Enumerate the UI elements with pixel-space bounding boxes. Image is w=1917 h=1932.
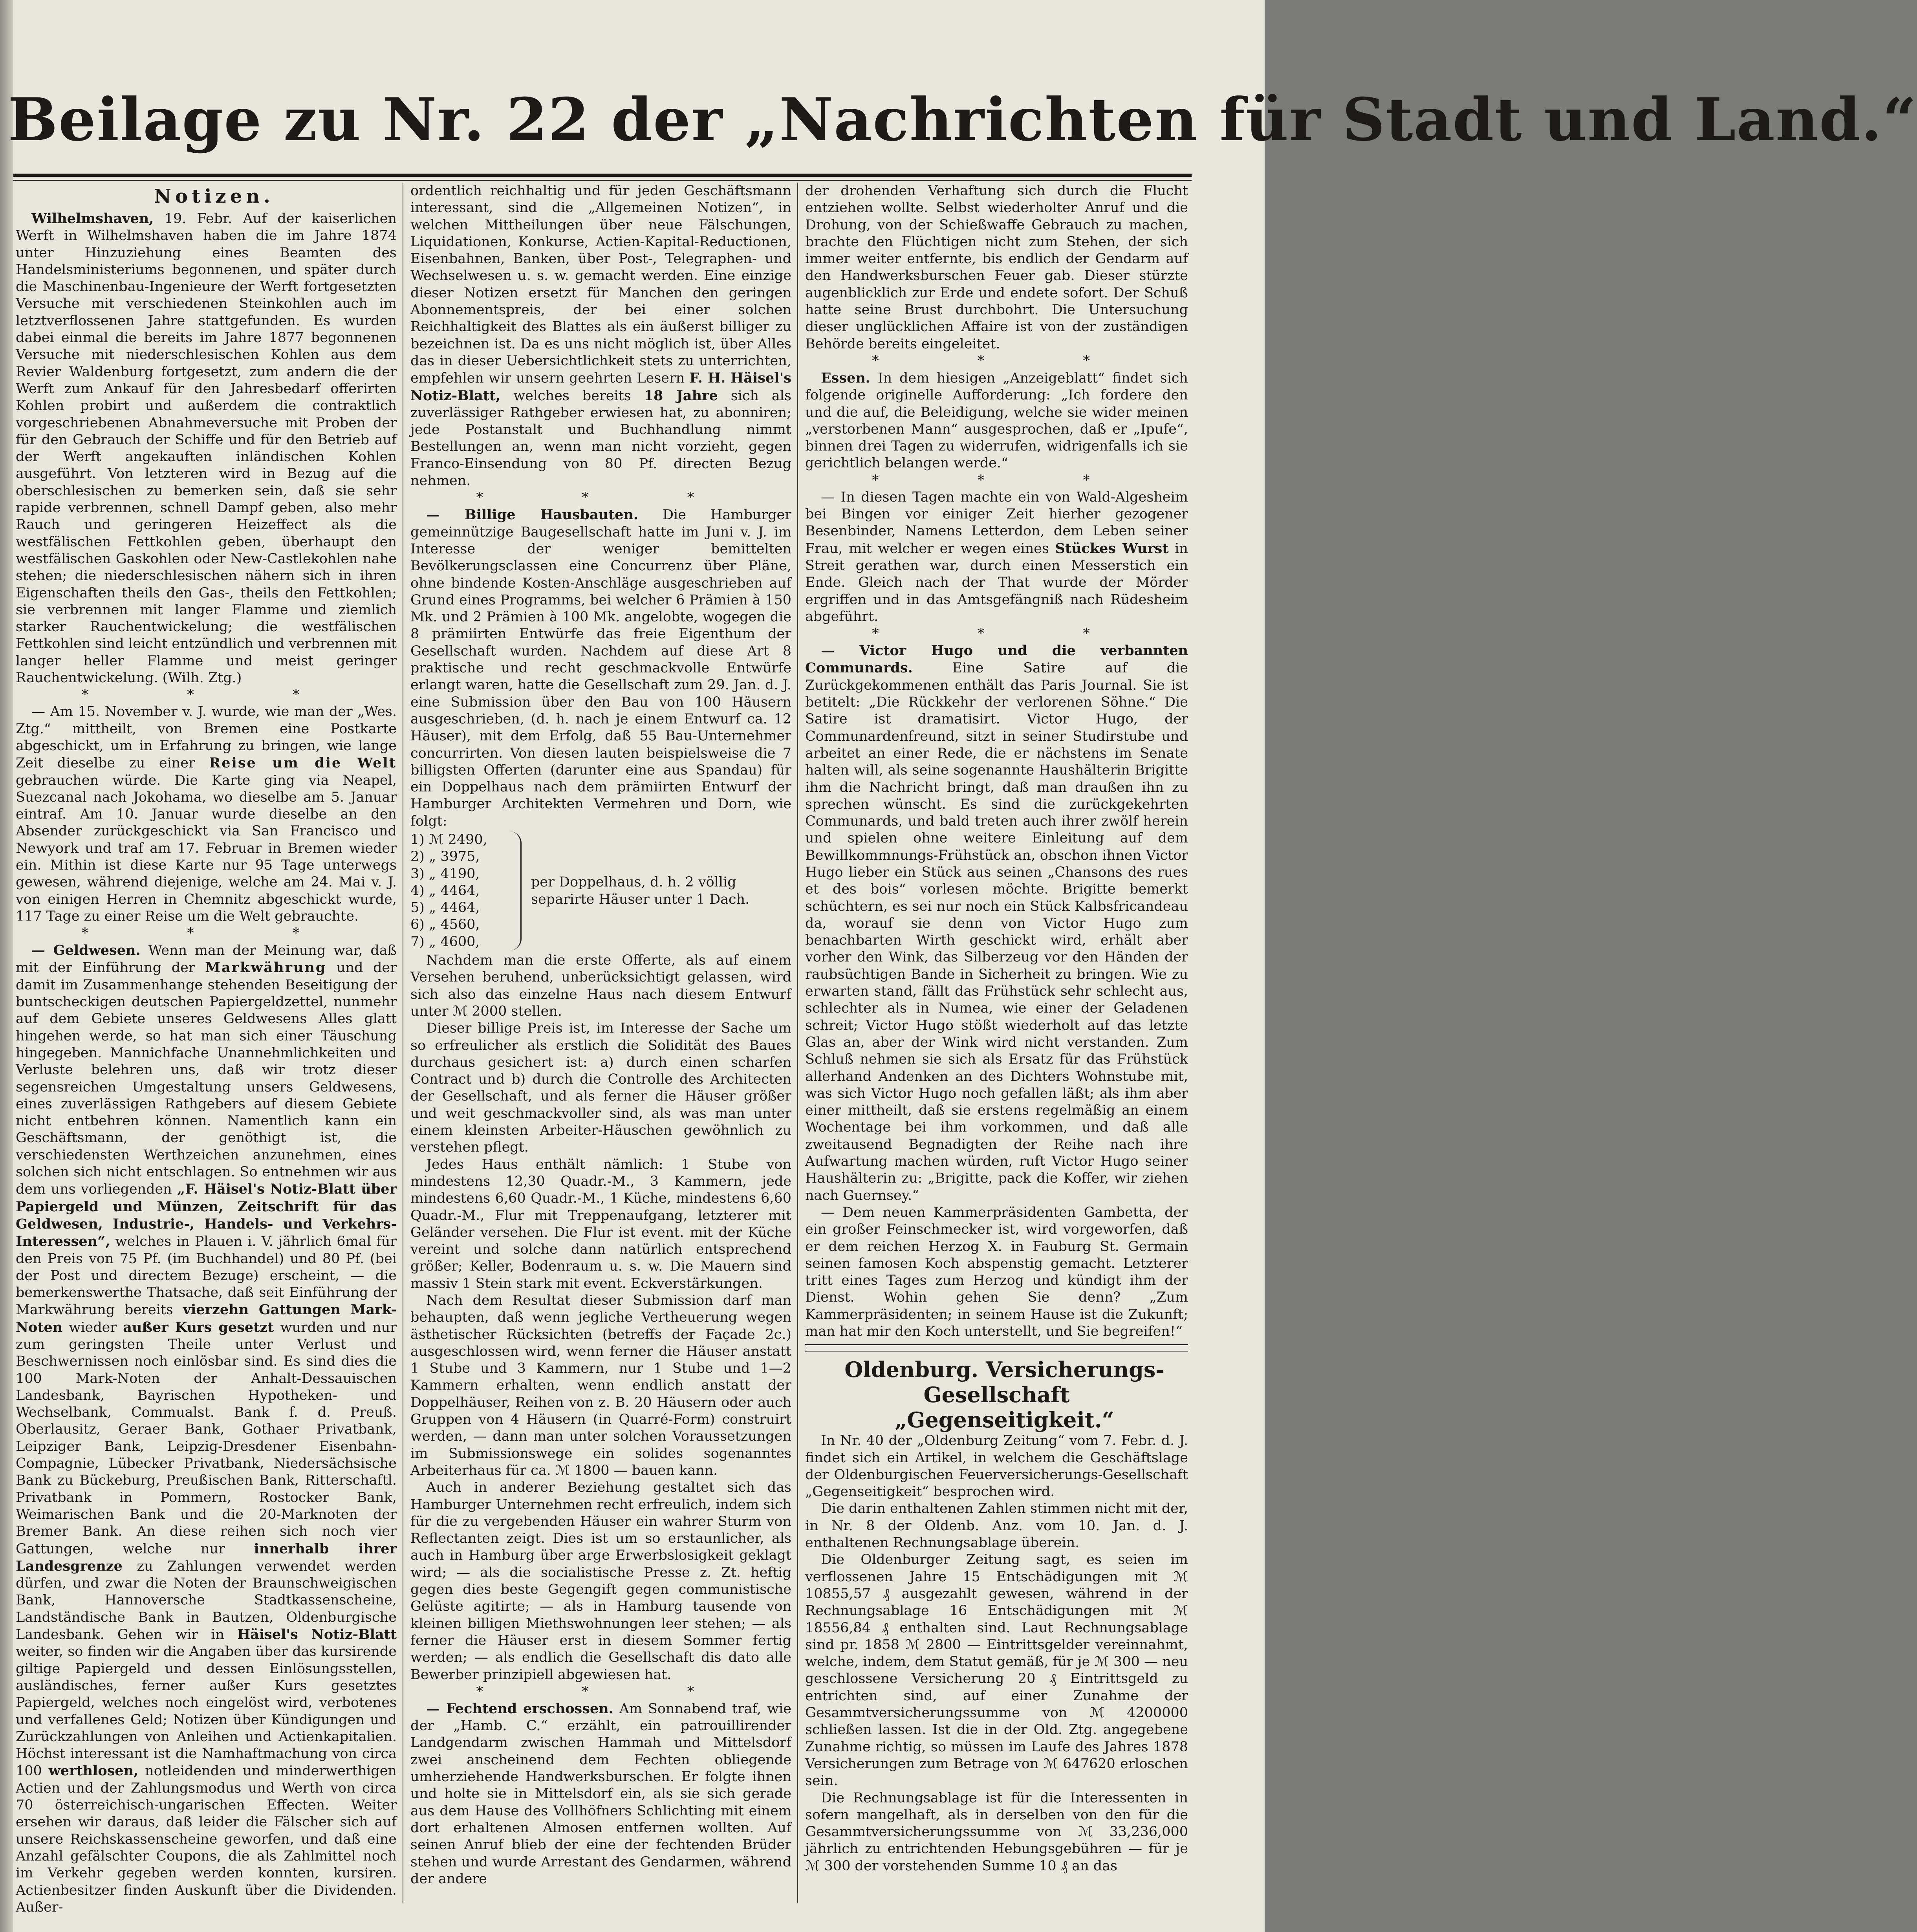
article-paragraph: Die Rechnungsablage ist für die Interessenten in sofern mangelhaft, als in derselben von den für die Gesammtversicherungssumme von ℳ 33,236,000 jährlich zu entrichtenden Hebungsgebühren — für je ℳ 300 der vorstehenden Summe 10 ₰ an das — [805, 1790, 1188, 1874]
bid-values — [410, 831, 505, 950]
bid-item: 7) „ 4600, — [410, 934, 480, 950]
article-text: wieder — [69, 1319, 117, 1335]
masthead-rule — [13, 174, 1192, 177]
bid-list — [410, 831, 791, 950]
bid-item: 1) ℳ 2490, — [410, 831, 487, 848]
article-text: in Streit gerathen war, durch einen Messerstich ein Ende. Gleich nach der That wurde der Mörder ergriffen und in das Amtsgefängniß nach Rüdesheim abgeführt. — [805, 540, 1188, 624]
article-text: Die Hamburger gemeinnützige Baugesellschaft hatte im Juni v. J. im Interesse der weniger bemittelten Bevölkerungsclassen eine Concurrenz über Pläne, ohne bindende Kosten-Anschläge ausgeschrieben auf Grund eines Programms, bei welcher 6 Prämien à 150 Mk. und 2 Prämien à 100 Mk. angelobte, wogegen die 8 prämiirten Entwürfe das freie Eigenthum der Gesellschaft wurden. Nachdem auf diese Art 8 praktische und recht geschmackvolle Entwürfe erlangt waren, hatte die Gesellschaft zum 29. Jan. d. J. eine Submission über den Bau von 100 Häusern ausgeschrieben, (d. h. nach je einem Entwurf ca. 12 Häuser), mit dem Erfolg, daß 55 Bau-Unternehmer concurrirten. Von diesen lauten beispielsweise die 7 billigsten Offerten (darunter eine aus Spandau) für ein Doppelhaus nach dem prämiirten Entwurf der Hamburger Architekten Vermehren und Dorn, wie folgt: — [410, 507, 791, 829]
article-emphasis: Stückes Wurst — [1055, 540, 1169, 557]
bid-item: 6) „ 4560, — [410, 917, 480, 933]
article-text: weiter, so finden wir die Angaben über das kursirende giltige Papiergeld und dessen Einlösungsstellen, ausländisches, ferner außer Kurs gesetztes Papiergeld, welches noch eingelöst wird, verbotenes und verfallenes Geld; Notizen über Kündigungen und Zurückzahlungen von Anleihen und Actienkapitalien. Höchst interessant ist die Namhaftmachung von circa 100 — [16, 1644, 397, 1779]
article-text: welches bereits — [513, 388, 631, 404]
section-rule — [805, 1344, 1188, 1345]
column-divider — [797, 183, 798, 1903]
bid-note: per Doppelhaus, d. h. 2 völlig separirte Häuser unter 1 Dach. — [531, 874, 750, 907]
oldenburg-subheading: „Gegenseitigkeit.“ — [895, 1407, 1114, 1433]
article-lead: — Victor Hugo und die verbannten Communards. — [805, 643, 1188, 676]
article-text: zu Zahlungen verwendet werden dürfen, und zwar die Noten der Braunschweigischen Bank, Hannoversche Stadtkassenscheine, Landständische Bank in Bautzen, Oldenburgische Landesbank. Gehen wir in — [16, 1558, 397, 1643]
page-spine — [0, 0, 13, 1932]
article-emphasis: Reise um die Welt — [209, 755, 397, 771]
article-wilhelmshaven — [16, 210, 397, 687]
notizen-heading: Notizen. — [154, 185, 274, 207]
separator-stars: * * * — [476, 1683, 742, 1699]
article-emphasis: 18 Jahre — [644, 387, 718, 404]
article-text: und der damit im Zusammenhange stehenden Beseitigung der buntscheckigen deutschen Papiergeldzettel, nunmehr auf dem Gebiete unseres Geldwesens Alles glatt hingehen werde, so hat man sich einer Täuschung hingegeben. Mannichfache Unannehmlichkeiten und Verluste belehren uns, daß wir trotz dieser segensreichen Umgestaltung unsers Geldwesens, eines zuverlässigen Rathgebers auf diesem Gebiete nicht entbehren können. Namentlich kann ein Geschäftsmann, der genöthigt ist, die verschiedensten Werthzeichen anzunehmen, eines solchen sich nicht entschlagen. So entnehmen wir aus dem uns vorliegenden — [16, 960, 397, 1198]
article-text: Am Sonnabend traf, wie der „Hamb. C.“ erzählt, ein patrouillirender Landgendarm zwischen Hammah und Mittelsdorf zwei anscheinend dem Fechten obliegende umherziehende Handwerksburschen. Er folgte ihnen und holte sie in Mittelsdorf ein, als sie sich gerade aus dem Hause des Vollhöfners Schlichting mit einem dort erhaltenen Almosen entfernen wollten. Auf seinen Anruf blieb der eine der fechtenden Brüder stehen und wurde Arrestant des Gendarmen, während der andere — [410, 1701, 791, 1887]
article-paragraph: Nach dem Resultat dieser Submission darf man behaupten, daß wenn jegliche Vertheuerung wegen ästhetischer Rücksichten (betreffs der Façade 2c.) ausgeschlossen wird, wenn ferner die Häuser anstatt 1 Stube und 3 Kammern, nur 1 Stube und 1—2 Kammern erhalten, wenn endlich anstatt der Doppelhäuser, Reihen von z. B. 20 Häusern oder auch Gruppen von 4 Häusern (in Quarré-Form) construirt werden, — dann man unter solchen Voraussetzungen im Submissionswege ein solides sogenanntes Arbeiterhaus für ca. ℳ 1800 — bauen kann. — [410, 1293, 791, 1478]
article-text: ordentlich reichhaltig und für jeden Geschäftsmann interessant, sind die „Allgemeinen Notizen“, in welchen Mittheilungen über neue Fälschungen, Liquidationen, Konkurse, Actien-Kapital-Reductionen, Eisenbahnen, Banken, über Post-, Telegraphen- und Wechselwesen u. s. w. gemacht werden. Eine einzige dieser Notizen ersetzt für Manchen den geringen Abonnementspreis, der bei einer solchen Reichhaltigkeit des Blattes als ein äußerst billiger zu bezeichnen ist. Da es uns nicht möglich ist, über Alles das in dieser Uebersichtlichkeit stets zu unterrichten, empfehlen wir unsern geehrten Lesern — [410, 183, 791, 386]
article-weltreise — [16, 703, 397, 925]
article-emphasis: Markwährung — [205, 960, 327, 976]
article-lead: — Billige Hausbauten. — [426, 507, 639, 523]
bid-item: 3) „ 4190, — [410, 866, 480, 882]
bid-item: 5) „ 4464, — [410, 900, 480, 916]
separator-stars: * * * — [872, 472, 1137, 488]
article-fechtend-continued: der drohenden Verhaftung sich durch die Flucht entziehen wollte. Selbst wiederholter Anruf und die Drohung, von der Schießwaffe Gebrauch zu machen, brachte den Flüchtigen nicht zum Stehen, der sich immer weiter entfernte, bis endlich der Gendarm auf den Handwerksburschen Feuer gab. Dieser stürzte augenblicklich zur Erde und endete sofort. Der Schuß hatte seine Brust durchbohrt. Die Untersuchung dieser unglücklichen Affaire ist von der zuständigen Behörde bereits eingeleitet. — [805, 183, 1188, 352]
article-text: wurden und nur zum geringsten Theile unter Verlust und Beschwernissen noch einlösbar sind. Es sind dies die 100 Mark-Noten der Anhalt-Dessauischen Landesbank, Bayrischen Hypotheken- und Wechselbank, Commualst. Bank f. d. Preuß. Oberlausitz, Geraer Bank, Gothaer Privatbank, Leipziger Bank, Leipzig-Dresdener Eisenbahn-Compagnie, Lübecker Privatbank, Niedersächsische Bank zu Bückeburg, Preußischen Bank, Ritterschaftl. Privatbank in Pommern, Rostocker Bank, Weimarischen Bank und die 20-Marknoten der Bremer Bank. An diese reihen sich noch vier Gattungen, welche nur — [16, 1319, 397, 1557]
article-text: notleidenden und minderwerthigen Actien und der Zahlungsmodus und Werth von circa 70 österreichisch-ungarischen Effecten. Weiter ersehen wir daraus, daß leider die Fälscher sich auf unsere Reichskassenscheine geworfen, und daß eine Anzahl gefälschter Coupons, die als Zahlmittel noch im Verkehr gegeben werden konnten, kursiren. Actienbesitzer finden Auskunft über die Dividenden. Außer- — [16, 1763, 397, 1915]
article-text: sich als zuverlässiger Rathgeber erwiesen hat, zu abonniren; jede Postanstalt und Buchhandlung nimmt Bestellungen an, wenn man nicht vorzieht, gegen Franco-Einsendung von 80 Pf. directen Bezug nehmen. — [410, 388, 791, 489]
article-paragraph: Dieser billige Preis ist, im Interesse der Sache um so erfreulicher als erstlich die Solidität des Baues durchaus gesichert ist: a) durch einen scharfen Contract und b) durch die Controlle des Architecten der Gesellschaft, und als ferner die Häuser größer und weit geschmackvoller sind, als was man unter einem kleinsten Arbeiter-Häuschen gewöhnlich zu verstehen pflegt. — [410, 1020, 791, 1156]
article-gambetta: — Dem neuen Kammerpräsidenten Gambetta, der ein großer Feinschmecker ist, wird vorgeworfen, daß er dem reichen Herzog X. in Fauburg St. Germain seinen famosen Koch abspenstig gemacht. Letzterer tritt eines Tages zum Herzog und kündigt ihm der Dienst. Wohin gehen Sie denn? „Zum Kammerpräsidenten; in seinem Hause ist die Zukunft; man hat mir den Koch unterstellt, und Sie begreifen!“ — [805, 1204, 1188, 1339]
separator-stars: * * * — [476, 490, 742, 506]
separator-stars: * * * — [81, 925, 347, 941]
article-fechtend — [410, 1700, 791, 1888]
bid-item: 4) „ 4464, — [410, 883, 480, 899]
bid-item: 2) „ 3975, — [410, 849, 480, 865]
separator-stars: * * * — [872, 353, 1137, 369]
article-emphasis: Häisel's Notiz-Blatt — [237, 1626, 397, 1643]
article-text: Wenn man der Meinung war, daß mit der Einführung der — [16, 943, 397, 976]
article-text: gebrauchen würde. Die Karte ging via Neapel, Suezcanal nach Jokohama, wo dieselbe am 5. Januar eintraf. Am 10. Januar wurde dieselbe an den Absender zurückgeschickt via San Francisco und Newyork und traf am 17. Februar in Bremen wieder ein. Mithin ist diese Karte nur 95 Tage unterwegs gewesen, während diejenige, welche am 24. Mai v. J. von einigen Herren in Chemnitz abgeschickt wurde, 117 Tage zu einer Reise um die Welt gebrauchte. — [16, 772, 397, 924]
article-paragraph: Nachdem man die erste Offerte, als auf einem Versehen beruhend, unberücksichtigt gelassen, wird sich also das einzelne Haus nach diesem Entwurf unter ℳ 2000 stellen. — [410, 952, 791, 1019]
article-emphasis: „F. Häisel's Notiz-Blatt über Papiergeld und Münzen, Zeitschrift für das Geldwesen, Industrie-, Handels- und Verkehrs-Interessen“, — [16, 1181, 397, 1250]
column-2 — [410, 183, 791, 1903]
article-geldwesen — [16, 942, 397, 1916]
article-text: Eine Satire auf die Zurückgekommenen enthält das Paris Journal. Sie ist betitelt: „Die Rückkehr der verlorenen Söhne.“ Die Satire ist dramatisirt. Victor Hugo, der Communardenfreund, sitzt in seiner Studirstube und arbeitet an einer Rede, die er nächstens im Senate halten will, als seine sogenannte Haushälterin Brigitte ihm die Nachricht bringt, daß man draußen ihn zu sprechen wünscht. Es sind die zurückgekehrten Communards, und bald treten auch ihrer zwölf herein und spielen ohne weitere Einleitung auf dem Bewillkommnungs-Frühstück an, obschon ihnen Victor Hugo lieber ein Stück aus seinen „Chansons des rues et des bois“ vorlesen möchte. Brigitte bemerkt schüchtern, es sei nur noch ein Stück Kalbsfricandeau da, worauf sie denn von Victor Hugo zum benachbarten Wirth geschickt wird, erhält aber vorher den Wink, das Silberzeug vor den Händen der raubsüchtigen Bande in Sicherheit zu bringen. Wie zu erwarten stand, fällt das Frühstück sehr schlecht aus, schlechter als in Numea, wie einer der Geladenen schreit; Victor Hugo stößt wiederholt auf das letzte Glas an, aber der Wink wird nicht verstanden. Zum Schluß nehmen sie sich als Ersatz für das Frühstück allerhand Andenken an des Dichters Wohnstube mit, was sich Victor Hugo noch gefallen läßt; als ihm aber einer mittheilt, daß sie erstens regelmäßig an einem Wochentage bei ihm vorkommen, und daß alle zweitausend Begnadigten der Reihe nach ihre Aufwartung machen würden, ruft Victor Hugo seiner Haushälterin zu: „Brigitte, pack die Koffer, wir ziehen nach Guernsey.“ — [805, 660, 1188, 1203]
article-text: — Am 15. November v. J. wurde, wie man der „Wes. Ztg.“ mittheilt, von Bremen eine Postkarte abgeschickt, um in Erfahrung zu bringen, wie lange Zeit dieselbe zu einer — [16, 704, 397, 771]
article-essen — [805, 370, 1188, 472]
separator-stars: * * * — [81, 687, 347, 703]
article-paragraph: Auch in anderer Beziehung gestaltet sich das Hamburger Unternehmen recht erfreulich, indem sich für die zu vergebenden Häuser ein wahrer Sturm von Reflectanten zeigt. Dies ist um so erstaunlicher, als auch in Hamburg über arge Erwerbslosigkeit geklagt wird; — als die socialistische Presse z. Zt. heftig gegen dies beste Gegengift gegen communistische Gelüste agitirte; — als in Hamburg tausende von kleinen billigen Miethswohnungen leer stehen; — als ferner die Häuser erst in diesem Sommer fertig werden; — als endlich die Gesellschaft dis dato alle Bewerber prinzipiell abgewiesen hat. — [410, 1480, 791, 1683]
article-paragraph: Die Oldenburger Zeitung sagt, es seien im verflossenen Jahre 15 Entschädigungen mit ℳ 10855,57 ₰ ausgezahlt gewesen, während in der Rechnungsablage 16 Entschädigungen mit ℳ 18556,84 ₰ enthalten sind. Laut Rechnungsablage sind pr. 1858 ℳ 2800 — Eintrittsgelder vereinnahmt, welche, indem, dem Statut gemäß, für je ℳ 300 — neu geschlossene Versicherung 20 ₰ Eintrittsgeld zu entrichten sind, auf einer Zunahme der Gesammtversicherungssumme von ℳ 4200000 schließen lassen. Ist die in der Old. Ztg. angegebene Zunahme richtig, so müssen im Laufe des Jahres 1878 Versicherungen zum Betrage von ℳ 647620 erloschen sein. — [805, 1552, 1188, 1789]
article-paragraph: Jedes Haus enthält nämlich: 1 Stube von mindestens 12,30 Quadr.-M., 3 Kammern, jede mindestens 6,60 Quadr.-M., 1 Küche, mindestens 6,60 Quadr.-M., Flur mit Treppenaufgang, letzterer mit Geländer versehen. Die Flur ist event. mit der Küche vereint und solche dann natürlich entsprechend größer; Keller, Bodenraum u. s. w. Die Mauern sind massiv 1 Stein stark mit event. Eckverstärkungen. — [410, 1156, 791, 1291]
masthead-rule-thin — [13, 180, 1192, 181]
separator-stars: * * * — [872, 626, 1137, 642]
oldenburg-heading: Oldenburg. Versicherungs-Gesellschaft — [844, 1357, 1164, 1408]
article-lead: Essen. — [821, 370, 870, 386]
article-lead: — Geldwesen. — [31, 942, 141, 959]
column-3 — [805, 183, 1188, 1903]
article-paragraph: In Nr. 40 der „Oldenburg Zeitung“ vom 7. Febr. d. J. findet sich ein Artikel, in welchem die Geschäftslage der Oldenburgischen Feuerversicherungs-Gesellschaft „Gegenseitigkeit“ besprochen wird. — [805, 1433, 1188, 1500]
bracket — [505, 831, 522, 950]
article-text: 19. Febr. Auf der kaiserlichen Werft in Wilhelmshaven haben die im Jahre 1874 unter Hinzuziehung eines Beamten des Handelsministeriums begonnenen, und später durch die Maschinenbau-Ingenieure der Werft fortgesetzten Versuche mit verschiedenen Steinkohlen auch im letztverflossenen Jahre stattgefunden. Es wurden dabei einmal die bereits im Jahre 1877 begonnenen Versuche mit niederschlesischen Kohlen aus dem Revier Waldenburg fortgesetzt, zum andern die der Werft zum Ankauf für den Jahresbedarf offerirten Kohlen probirt und außerdem die contraktlich vorgeschriebenen Abnahmeversuche mit Proben der für den Gebrauch der Schiffe und für den Betrieb auf der Werft angekauften inländischen Kohlen ausgeführt. Von letzteren wird in Bezug auf die oberschlesischen zu bemerken sein, daß sie sehr rapide verbrennen, schnell Dampf geben, also mehr Rauch und geringeren Heizeffect als die westfälischen Fettkohlen geben, überhaupt den westfälischen Gaskohlen oder New-Castlekohlen nahe stehen; die niederschlesischen nähern sich in ihren Eigenschaften theils den Gas-, theils den Fettkohlen; sie verbrennen mit langer Flamme und ziemlich starker Rauchentwickelung; die westfälischen Fettkohlen sind leicht entzündlich und verbrennen mit langer heller Flamme und meist geringer Rauchentwickelung. (Wilh. Ztg.) — [16, 211, 397, 686]
article-lead: Wilhelmshaven, — [31, 211, 154, 227]
article-emphasis: außer Kurs gesetzt — [123, 1319, 274, 1335]
article-lead: — Fechtend erschossen. — [426, 1700, 613, 1717]
article-emphasis: F. H. Häisel's Notiz-Blatt, — [410, 370, 791, 404]
article-paragraph: Die darin enthaltenen Zahlen stimmen nicht mit der, in Nr. 8 der Oldenb. Anz. vom 10. Jan. d. J. enthaltenen Rechnungsablage überein. — [805, 1501, 1188, 1551]
article-emphasis: werthlosen, — [48, 1763, 139, 1779]
article-notizblatt-continued — [410, 183, 791, 489]
column-1 — [16, 183, 397, 1915]
article-victor-hugo — [805, 642, 1188, 1204]
masthead: Beilage zu Nr. 22 der „Nachrichten für Stadt und Land.“ — [8, 85, 1917, 154]
article-emphasis: vierzehn Gattungen Mark-Noten — [16, 1302, 397, 1335]
article-text: — In diesen Tagen machte ein von Wald-Algesheim bei Bingen vor einiger Zeit hierher gezogener Besenbinder, Namens Letterdon, dem Leben seiner Frau, mit welcher er wegen eines — [805, 489, 1188, 557]
article-hausbauten — [410, 506, 791, 830]
article-text: In dem hiesigen „Anzeigeblatt“ findet sich folgende originelle Aufforderung: „Ich fordere den und die auf, die Beleidigung, welche sie wider meinen „verstorbenen Mann“ ausgesprochen, daß er „Ipufe“, binnen drei Tagen zu widerrufen, widrigenfalls ich sie gerichtlich belangen werde.“ — [805, 370, 1188, 471]
article-emphasis: innerhalb ihrer Landesgrenze — [16, 1540, 397, 1574]
article-text: welches in Plauen i. V. jährlich 6mal für den Preis von 75 Pf. (im Buchhandel) und 80 Pf. (bei der Post und directem Bezuge) erscheint, — die bemerkenswerthe Thatsache, daß seit Einführung der Markwährung bereits — [16, 1234, 397, 1318]
article-wurst — [805, 489, 1188, 625]
